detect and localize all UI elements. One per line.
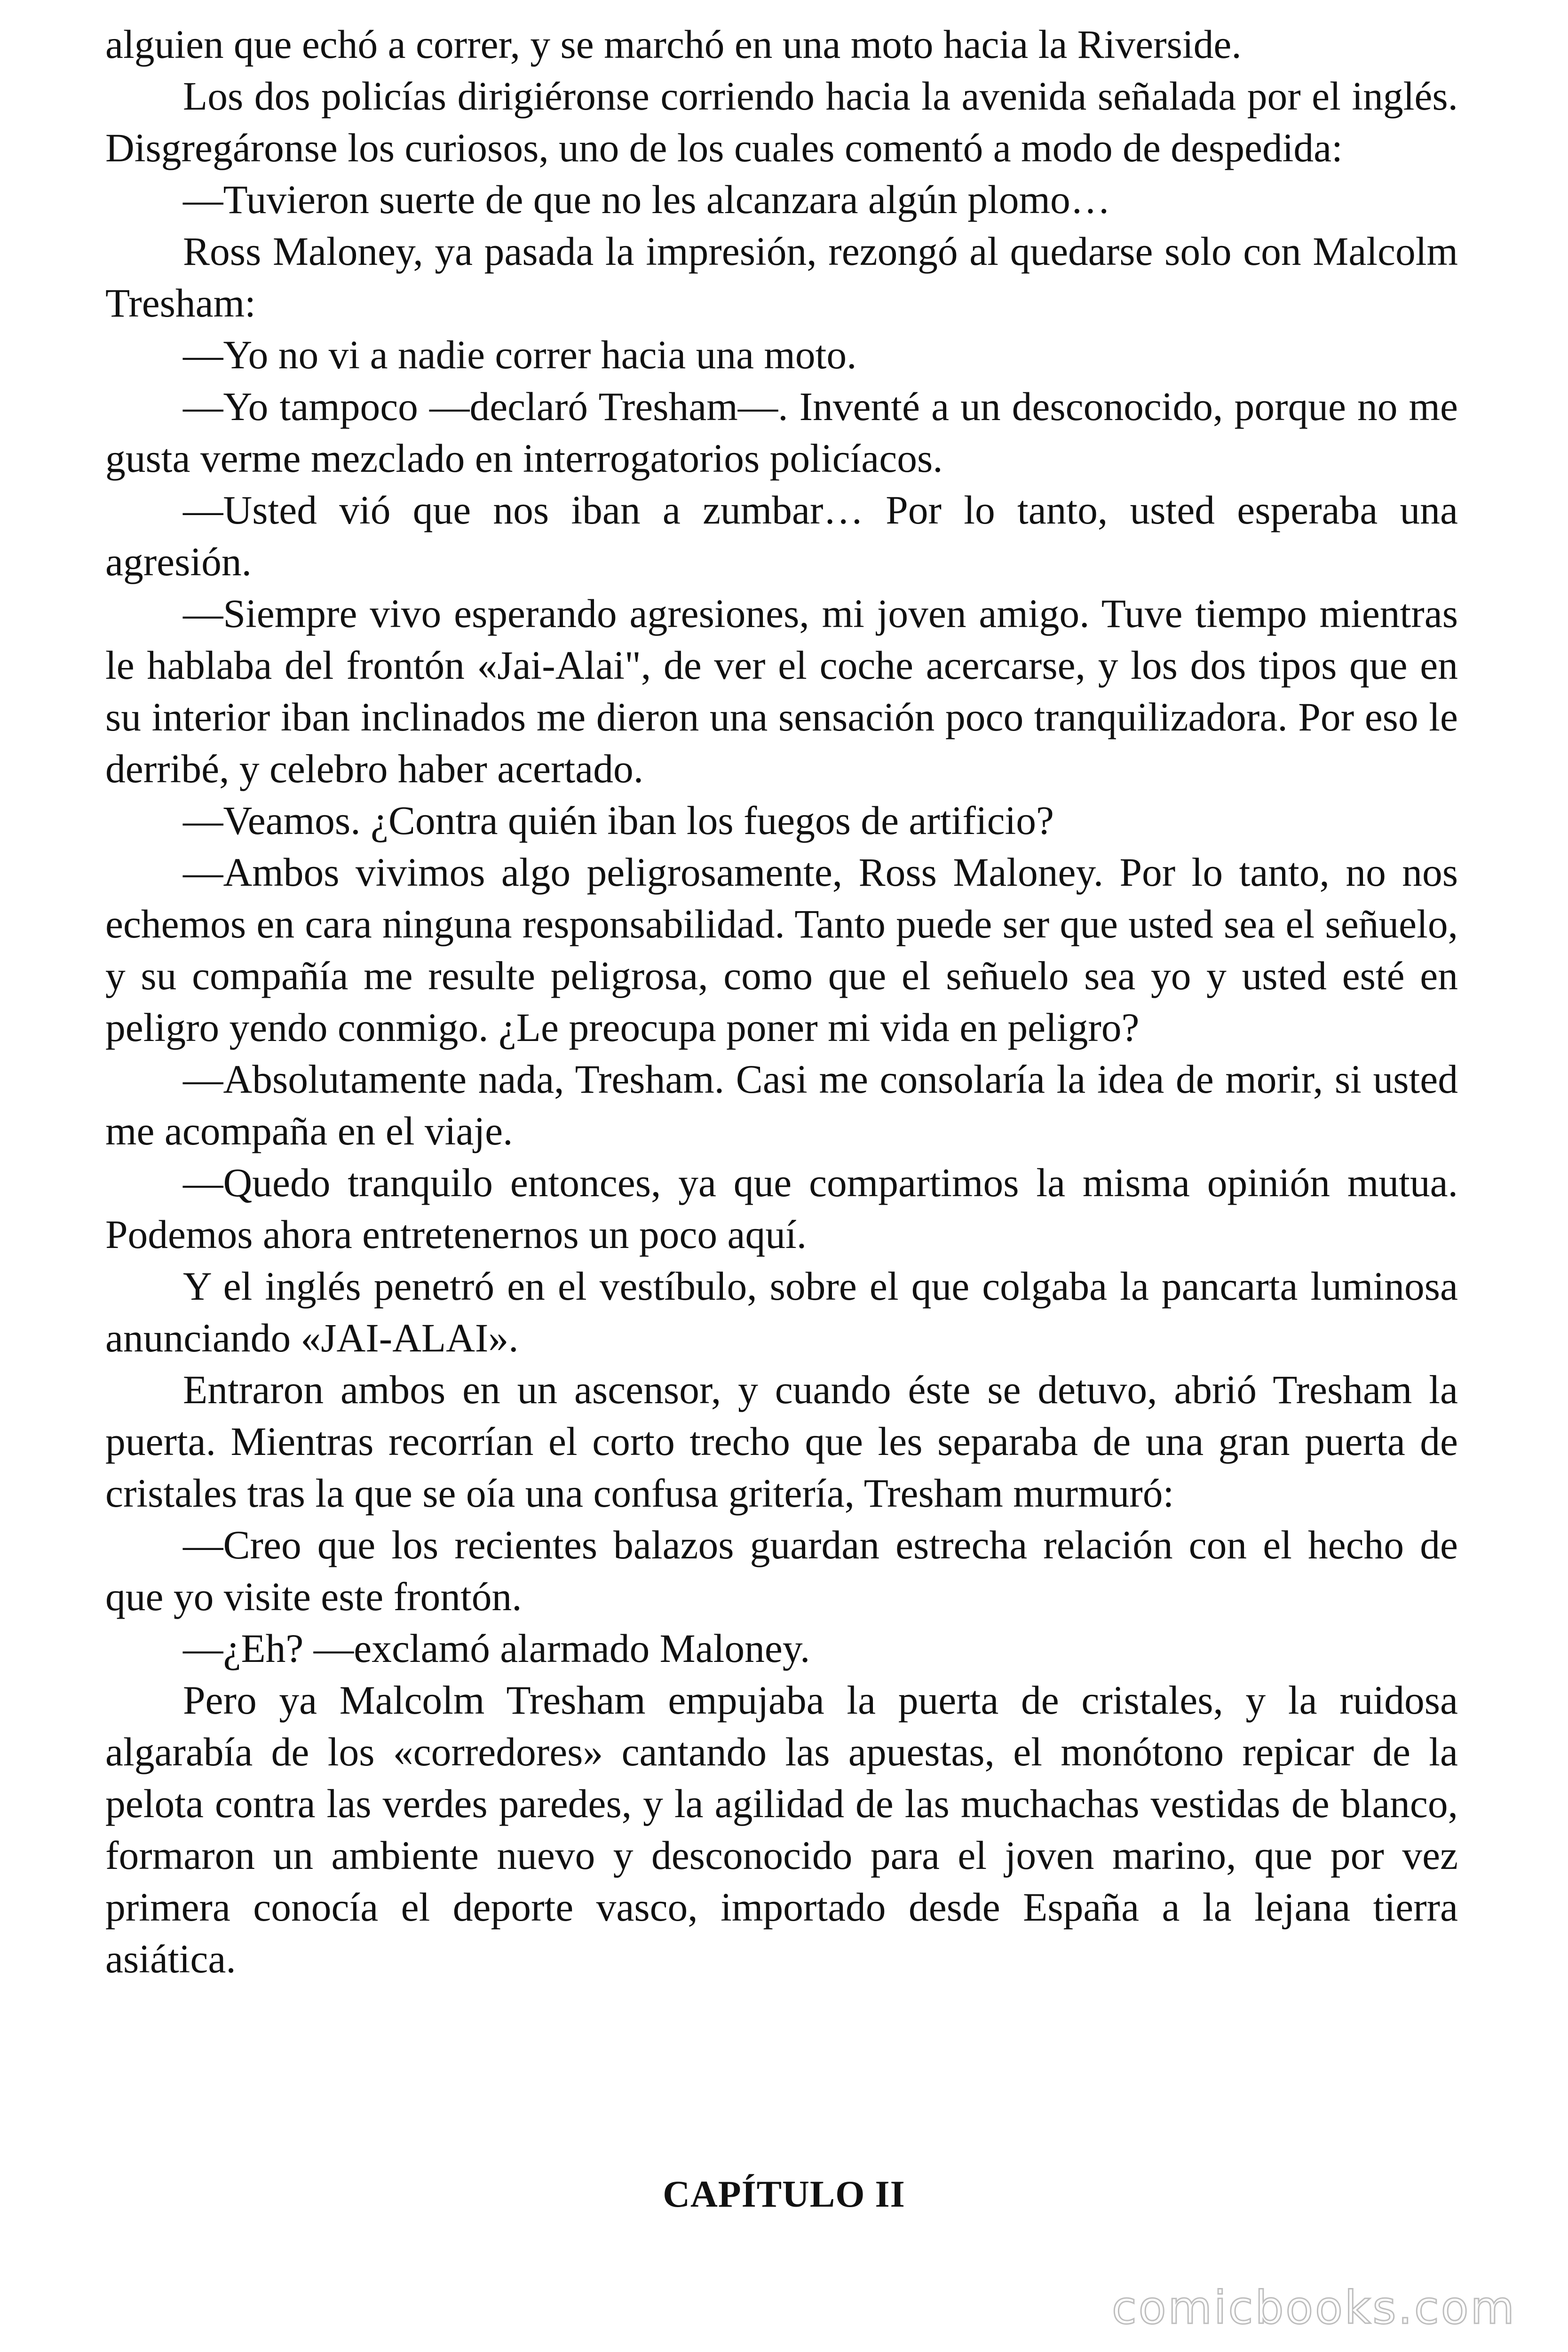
paragraph: —Usted vió que nos iban a zumbar… Por lo tanto, usted esperaba una agresión. — [105, 488, 1458, 584]
paragraph: —Quedo tranquilo entonces, ya que compartimos la misma opinión mutua. Podemos ahora entretenernos un poco aquí. — [105, 1161, 1458, 1257]
paragraph: —Ambos vivimos algo peligrosamente, Ross Maloney. Por lo tanto, no nos echemos en cara ninguna responsabilidad. Tanto puede ser que usted sea el señuelo, y su compañía me resulte peligrosa, como que el señuelo sea yo y usted esté en peligro yendo conmigo. ¿Le preocupa poner mi vida en peligro? — [105, 850, 1458, 1050]
paragraph: Ross Maloney, ya pasada la impresión, rezongó al quedarse solo con Malcolm Tresham: — [105, 230, 1458, 326]
paragraph: —Veamos. ¿Contra quién iban los fuegos de artificio? — [183, 799, 1054, 843]
paragraph: —Tuvieron suerte de que no les alcanzara algún plomo… — [183, 178, 1111, 222]
watermark: comicbooks.com — [1111, 2281, 1516, 2334]
paragraph: Pero ya Malcolm Tresham empujaba la puerta de cristales, y la ruidosa algarabía de los «corredores» cantando las apuestas, el monótono repicar de la pelota contra las verdes paredes, y la agilidad de las muchachas vestidas de blanco, formaron un ambiente nuevo y desconocido para el joven marino, que por vez primera conocía el deporte vasco, importado desde España a la lejana tierra asiática. — [105, 1678, 1458, 1981]
paragraph: —Creo que los recientes balazos guardan estrecha relación con el hecho de que yo visite este frontón. — [105, 1523, 1458, 1619]
paragraph: —Siempre vivo esperando agresiones, mi joven amigo. Tuve tiempo mientras le hablaba del frontón «Jai-Alai", de ver el coche acercarse, y los dos tipos que en su interior iban inclinados me dieron una sensación poco tranquilizadora. Por eso le derribé, y celebro haber acertado. — [105, 592, 1458, 791]
paragraph: Entraron ambos en un ascensor, y cuando éste se detuvo, abrió Tresham la puerta. Mientras recorrían el corto trecho que les separaba de una gran puerta de cristales tras la que se oía una confusa gritería, Tresham murmuró: — [105, 1368, 1458, 1516]
paragraph: —¿Eh? —exclamó alarmado Maloney. — [183, 1627, 810, 1671]
paragraph: Y el inglés penetró en el vestíbulo, sobre el que colgaba la pancarta luminosa anunciando «JAI-ALAI». — [105, 1264, 1458, 1360]
paragraph: —Yo tampoco —declaró Tresham—. Inventé a un desconocido, porque no me gusta verme mezclado en interrogatorios policíacos. — [105, 385, 1458, 481]
body-text — [105, 19, 1458, 1985]
chapter-heading: CAPÍTULO II — [663, 2174, 905, 2215]
paragraph: —Absolutamente nada, Tresham. Casi me consolaría la idea de morir, si usted me acompaña en el viaje. — [105, 1057, 1458, 1153]
paragraph: —Yo no vi a nadie correr hacia una moto. — [183, 333, 857, 377]
paragraph: alguien que echó a correr, y se marchó en una moto hacia la Riverside. — [105, 23, 1242, 67]
paragraph: Los dos policías dirigiéronse corriendo hacia la avenida señalada por el inglés. Disgregáronse los curiosos, uno de los cuales comentó a modo de despedida: — [105, 74, 1458, 170]
